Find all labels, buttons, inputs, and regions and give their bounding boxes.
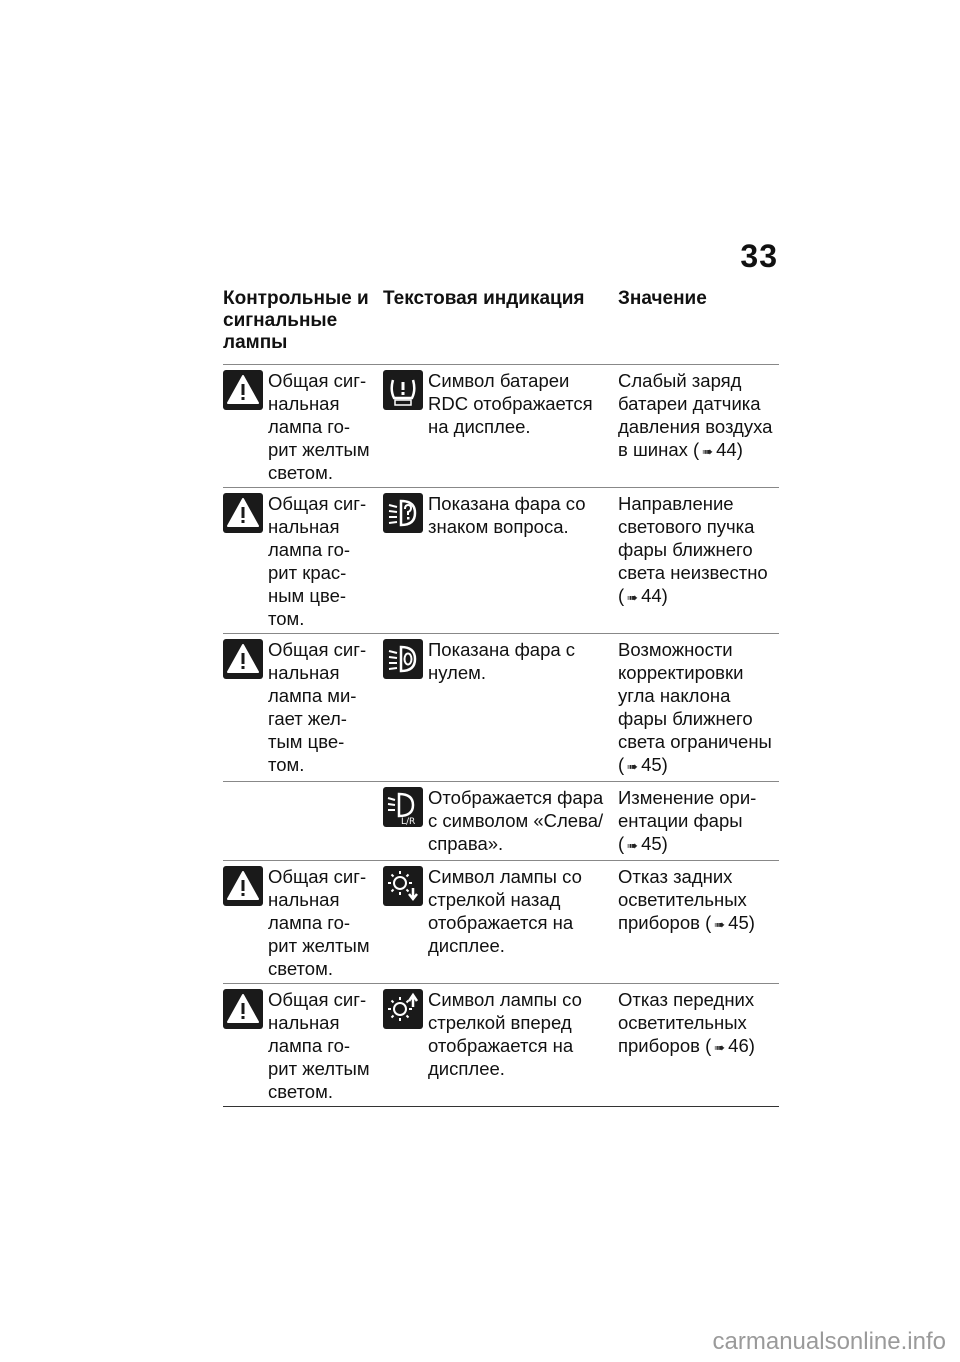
headlight-zero-icon <box>383 639 423 679</box>
lamp-description: Общая сиг-нальная лампа ми-гает жел-тым цве-том. <box>268 639 367 775</box>
lamp-description: Общая сиг-нальная лампа го-рит желтым светом. <box>268 989 370 1102</box>
reference-arrow-icon: ➠ <box>702 444 714 459</box>
table-row <box>223 364 779 487</box>
page-reference-link[interactable]: ( ➠ 44) <box>693 439 743 460</box>
page-reference-link[interactable]: ( ➠ 45) <box>618 833 668 854</box>
meaning-cell <box>618 865 779 980</box>
table-body <box>223 364 779 1107</box>
lamp-description: Общая сиг-нальная лампа го-рит желтым светом. <box>268 370 370 483</box>
meaning-cell <box>618 786 779 857</box>
reference-page-number: 45 <box>728 912 749 933</box>
reference-arrow-icon: ➠ <box>627 759 639 774</box>
table-row <box>223 781 779 860</box>
watermark: carmanualsonline.info <box>712 1328 946 1355</box>
meaning-cell <box>618 638 779 778</box>
meaning-text: Направление светового пучка фары ближнего света неизвестно <box>618 493 768 583</box>
meaning-text: Отказ задних осветительных приборов <box>618 866 747 933</box>
meaning-text: Возможности корректировки угла наклона фары ближнего света ограничены <box>618 639 772 752</box>
reference-arrow-icon: ➠ <box>627 590 639 605</box>
table-row <box>223 633 779 781</box>
page-reference-link[interactable]: ( ➠ 44) <box>618 585 668 606</box>
header-meaning: Значение <box>618 288 707 309</box>
tire-pressure-battery-icon <box>383 370 423 410</box>
lamp-description: Общая сиг-нальная лампа го-рит желтым светом. <box>268 866 370 979</box>
lamp-cell <box>223 865 383 980</box>
display-cell <box>383 638 618 778</box>
lamp-cell <box>223 638 383 778</box>
display-description: Показана фара с нулем. <box>428 639 576 683</box>
warning-triangle-icon <box>223 639 263 679</box>
meaning-cell <box>618 369 779 484</box>
lamp-description: Общая сиг-нальная лампа го-рит крас-ным цве-том. <box>268 493 367 629</box>
display-description: Отображается фара с символом «Слева/справа». <box>428 787 604 854</box>
display-cell <box>383 988 618 1103</box>
table-row <box>223 860 779 983</box>
table-row <box>223 983 779 1107</box>
display-description: Символ батареи RDC отображается на дисплее. <box>428 370 593 437</box>
display-cell <box>383 786 618 857</box>
display-description: Показана фара со знаком вопроса. <box>428 493 586 537</box>
indicator-table <box>223 288 779 1107</box>
reference-arrow-icon: ➠ <box>627 838 639 853</box>
display-description: Символ лампы со стрелкой вперед отображается на дисплее. <box>428 989 582 1079</box>
lamp-description <box>223 786 333 857</box>
table-header <box>223 288 779 364</box>
reference-page-number: 46 <box>728 1035 749 1056</box>
lamp-cell <box>223 988 383 1103</box>
display-cell <box>383 369 618 484</box>
svg-text:L/R: L/R <box>401 817 416 825</box>
display-description: Символ лампы со стрелкой назад отображается на дисплее. <box>428 866 582 956</box>
page-reference-link[interactable]: ( ➠ 45) <box>618 754 668 775</box>
reference-page-number: 45 <box>641 833 662 854</box>
page-reference-link[interactable]: ( ➠ 45) <box>705 912 755 933</box>
warning-triangle-icon <box>223 866 263 906</box>
warning-triangle-icon <box>223 493 263 533</box>
headlight-question-icon <box>383 493 423 533</box>
meaning-cell <box>618 988 779 1103</box>
lamp-arrow-forward-icon <box>383 989 423 1029</box>
page-number: 33 <box>740 238 778 274</box>
header-lamps: Контрольные и сигнальные лампы <box>223 288 369 353</box>
meaning-text: Изменение ори-ентации фары <box>618 787 757 831</box>
headlight-left-right-icon <box>383 787 423 827</box>
meaning-text: Слабый заряд батареи датчика давления воздуха в шинах <box>618 370 773 460</box>
lamp-cell <box>223 786 383 857</box>
header-text-display: Текстовая индикация <box>383 288 585 309</box>
lamp-arrow-back-icon <box>383 866 423 906</box>
page-reference-link[interactable]: ( ➠ 46) <box>705 1035 755 1056</box>
lamp-cell <box>223 369 383 484</box>
reference-arrow-icon: ➠ <box>714 917 726 932</box>
reference-page-number: 45 <box>641 754 662 775</box>
warning-triangle-icon <box>223 370 263 410</box>
table-row <box>223 487 779 633</box>
display-cell <box>383 865 618 980</box>
display-cell <box>383 492 618 630</box>
meaning-text: Отказ передних осветительных приборов <box>618 989 755 1056</box>
reference-page-number: 44 <box>716 439 737 460</box>
reference-arrow-icon: ➠ <box>714 1040 726 1055</box>
lamp-cell <box>223 492 383 630</box>
reference-page-number: 44 <box>641 585 662 606</box>
meaning-cell <box>618 492 779 630</box>
warning-triangle-icon <box>223 989 263 1029</box>
